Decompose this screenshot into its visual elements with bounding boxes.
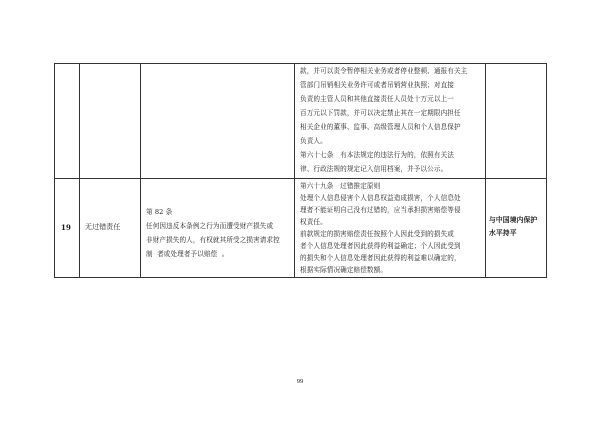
assessment-line: 水平持平	[489, 229, 517, 237]
law-line: 负责的主管人员和其他直接责任人员处十万元以上一	[300, 95, 454, 103]
regulation-line: 非财产损失的人，有权就其所受之损害请求控	[146, 236, 280, 244]
column-divider	[79, 63, 80, 278]
page-number: 99	[296, 378, 304, 385]
law-line: 管部门吊销相关业务许可或者吊销营业执照；对直接	[300, 81, 454, 89]
law-line: 前款规定的损害赔偿责任按照个人因此受到的损失或	[300, 230, 454, 238]
table-border-top	[54, 63, 547, 64]
law-line: 根据实际情况确定赔偿数额。	[300, 266, 388, 274]
law-line: 负责人。	[300, 137, 327, 145]
law-line: 的损失和个人信息处理者因此获得的利益难以确定的，	[300, 254, 461, 262]
law-line: 第六十九条 过错推定原则	[300, 182, 381, 190]
row-divider	[54, 178, 547, 179]
table-border-bottom	[54, 277, 547, 278]
regulation-line: 制 者或处理者予以赔偿 。	[146, 250, 229, 258]
regulation-line: 任何因违反本条例之行为而遭受财产损失或	[146, 222, 274, 230]
law-line: 理者不能证明自己没有过错的，应当承担损害赔偿等侵	[300, 206, 461, 214]
law-line: 权责任。	[300, 218, 327, 226]
law-line: 律、行政法规的规定记入信用档案，并予以公示。	[300, 165, 448, 173]
column-divider	[546, 63, 547, 278]
assessment-line: 与中国境内保护	[489, 216, 538, 224]
law-line: 百万元以下罚款，并可以决定禁止其在一定期限内担任	[300, 109, 461, 117]
row-number: 19	[61, 223, 71, 232]
column-divider	[140, 63, 141, 278]
law-line: 者个人信息处理者因此获得的利益确定；个人因此受到	[300, 242, 461, 250]
comparison-table	[54, 63, 547, 278]
column-divider	[294, 63, 295, 278]
column-divider	[54, 63, 55, 278]
law-line: 相关企业的董事、监事、高级管理人员和个人信息保护	[300, 123, 461, 131]
regulation-title: 第 82 条	[146, 208, 173, 216]
law-line: 款，并可以责令暂停相关业务或者停业整顿、通报有关主	[300, 67, 468, 75]
column-divider	[485, 63, 486, 278]
topic-label: 无过错责任	[85, 223, 121, 231]
law-line: 处理个人信息侵害个人信息权益造成损害，个人信息处	[300, 194, 461, 202]
law-line: 第六十七条 有本法规定的违法行为的，依照有关法	[300, 151, 454, 159]
